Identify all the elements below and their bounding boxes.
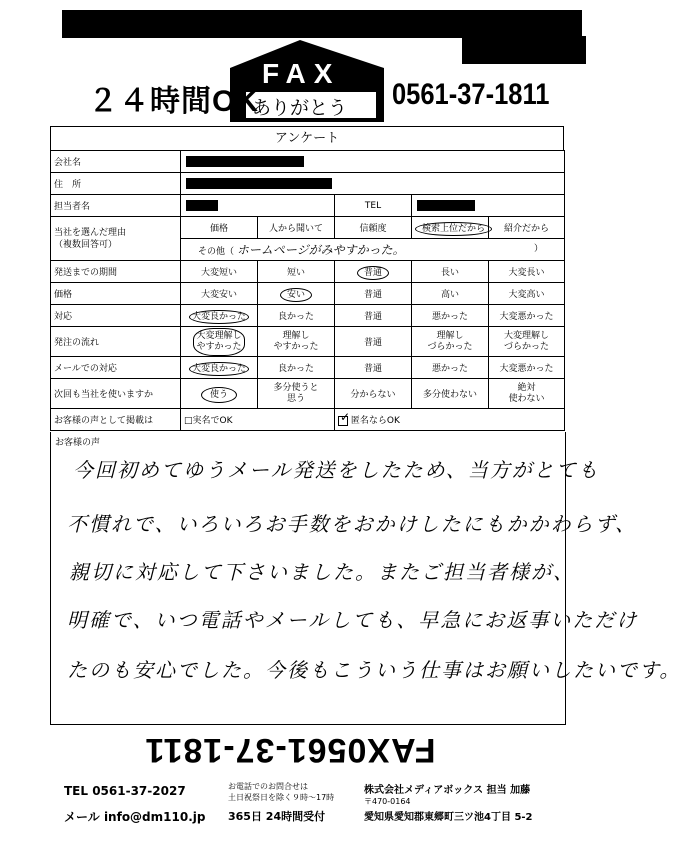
rating-option-circled: 安い xyxy=(280,288,312,302)
rating-option[interactable]: 大変高い xyxy=(489,283,565,305)
publish-opt2-cell[interactable] xyxy=(335,409,565,431)
tel-label: TEL xyxy=(335,195,412,217)
survey-title-text: アンケート xyxy=(274,131,340,146)
rating-option[interactable]: 普通 xyxy=(335,357,412,379)
hours-ok-text: ２４時間OK xyxy=(88,85,259,118)
rating-option[interactable]: 大変理解し づらかった xyxy=(489,327,565,357)
company-label: 会社名 xyxy=(51,151,181,173)
fax-number-mirrored: FAX0561-37-1811 xyxy=(144,731,436,769)
footer-company: 株式会社メディアボックス 担当 加藤 xyxy=(364,785,531,796)
tel-field[interactable] xyxy=(412,195,565,217)
footer-fax-hours: 365日 24時間受付 xyxy=(228,810,326,823)
row-person xyxy=(51,195,565,217)
fax-number: 0561-37-1811 xyxy=(392,78,550,111)
redacted-company xyxy=(186,156,304,167)
rating-option[interactable]: 絶対 使わない xyxy=(489,379,565,409)
publish-label: お客様の声として掲載は xyxy=(51,409,181,431)
reason-option[interactable]: 信頼度 xyxy=(335,217,412,239)
voice-line: 今回初めてゆうメール発送をしたため、当方がとても xyxy=(73,458,600,482)
rating-question: 価格 xyxy=(51,283,181,305)
rating-option-circled: 普通 xyxy=(357,266,389,280)
rating-question: メールでの対応 xyxy=(51,357,181,379)
rating-option[interactable]: 理解し やすかった xyxy=(258,327,335,357)
rating-row xyxy=(51,305,565,327)
rating-option[interactable]: 大変安い xyxy=(181,283,258,305)
rating-option[interactable]: 多分使うと 思う xyxy=(258,379,335,409)
rating-row xyxy=(51,357,565,379)
rating-option-circled: 使う xyxy=(201,387,237,403)
checkbox-checked-icon: ✓ xyxy=(340,409,351,424)
rating-option[interactable]: 普通 xyxy=(335,327,412,357)
footer-tel: TEL 0561-37-2027 xyxy=(64,784,186,798)
rating-option-selected[interactable] xyxy=(335,261,412,283)
survey-title xyxy=(50,126,564,151)
customer-voice-box[interactable] xyxy=(50,432,681,725)
row-company xyxy=(51,151,565,173)
row-reason xyxy=(51,217,565,239)
rating-option-selected[interactable] xyxy=(258,261,335,283)
rating-option[interactable]: 分からない xyxy=(335,379,412,409)
thanks-text: ありがとう xyxy=(252,97,348,119)
rating-option-selected[interactable] xyxy=(181,327,258,357)
rating-option-circled: 大変良かった xyxy=(189,310,249,324)
row-publish xyxy=(51,409,565,431)
publish-opt1[interactable]: □実名でOK xyxy=(181,409,335,431)
address-field[interactable] xyxy=(181,173,565,195)
rating-option[interactable]: 大変悪かった xyxy=(489,305,565,327)
rating-question: 対応 xyxy=(51,305,181,327)
redacted-address xyxy=(186,178,332,189)
reason-other-label: その他（ xyxy=(198,247,235,257)
rating-row xyxy=(51,261,565,283)
rating-option[interactable]: 大変悪かった xyxy=(489,357,565,379)
footer-mail[interactable]: メール info@dm110.jp xyxy=(64,810,206,824)
voice-line: 明確で、いつ電話やメールしても、早急にお返事いただけ xyxy=(67,608,639,632)
person-field[interactable] xyxy=(181,195,335,217)
reason-other-close: ） xyxy=(534,244,544,254)
rating-option[interactable]: 悪かった xyxy=(412,357,489,379)
rating-row xyxy=(51,327,565,357)
redacted-tel xyxy=(417,200,475,211)
reason-sub: （複数回答可） xyxy=(54,239,118,250)
rating-row xyxy=(51,379,565,409)
rating-option-circled: 大変理解し やすかった xyxy=(193,328,244,356)
rating-option-circled: 短い xyxy=(286,268,305,278)
reason-other-cell[interactable] xyxy=(181,239,565,261)
reason-label: 当社を選んだ理由 xyxy=(54,227,127,238)
survey-table xyxy=(50,150,565,431)
rating-option[interactable]: 高い xyxy=(412,283,489,305)
rating-option[interactable]: 普通 xyxy=(335,305,412,327)
address-label: 住 所 xyxy=(51,173,181,195)
footer-hours-note-1: お電話でのお問合せは xyxy=(228,782,308,791)
company-field[interactable] xyxy=(181,151,565,173)
rating-option-selected[interactable] xyxy=(181,305,258,327)
footer-address: 愛知県愛知郡東郷町三ツ池4丁目 5-2 xyxy=(364,812,533,823)
voice-line: 不慣れで、いろいろお手数をおかけしたにもかかわらず、 xyxy=(67,512,637,536)
rating-option[interactable]: 長い xyxy=(412,261,489,283)
rating-question: 発注の流れ xyxy=(51,327,181,357)
reason-label-cell xyxy=(51,217,181,261)
rating-option[interactable]: 大変短い xyxy=(181,261,258,283)
fax-label: FAX xyxy=(262,58,341,89)
redacted-person xyxy=(186,200,218,211)
row-address xyxy=(51,173,565,195)
reason-option-selected[interactable] xyxy=(412,217,489,239)
rating-row xyxy=(51,283,565,305)
rating-option[interactable]: 良かった xyxy=(258,305,335,327)
footer-hours-note-2: 土日祝祭日を除く９時～17時 xyxy=(228,793,335,802)
rating-option[interactable]: 悪かった xyxy=(412,305,489,327)
reason-option[interactable]: 価格 xyxy=(181,217,258,239)
voice-line: たのも安心でした。今後もこういう仕事はお願いしたいです。 xyxy=(67,658,681,682)
rating-question: 次回も当社を使いますか xyxy=(51,379,181,409)
rating-option-selected[interactable] xyxy=(258,283,335,305)
rating-option[interactable]: 理解し づらかった xyxy=(412,327,489,357)
rating-option[interactable]: 大変長い xyxy=(489,261,565,283)
rating-option-circled: 大変良かった xyxy=(189,362,249,376)
person-label: 担当者名 xyxy=(51,195,181,217)
footer-postal: 〒470-0164 xyxy=(364,797,411,806)
rating-option-selected[interactable] xyxy=(181,357,258,379)
reason-option[interactable]: 紹介だから xyxy=(489,217,565,239)
reason-option-circled: 検索上位だから xyxy=(415,222,492,236)
reason-other-value: ホームページがみやすかった。 xyxy=(236,243,405,257)
rating-option-selected[interactable] xyxy=(181,379,258,409)
rating-question: 発送までの期間 xyxy=(51,261,181,283)
publish-opt2: 匿名ならOK xyxy=(350,416,400,426)
voice-line: 親切に対応して下さいました。またご担当者様が、 xyxy=(69,560,575,584)
rating-option[interactable]: 良かった xyxy=(258,357,335,379)
customer-voice-label: お客様の声 xyxy=(55,438,101,448)
reason-option[interactable]: 人から聞いて xyxy=(258,217,335,239)
rating-option[interactable]: 多分使わない xyxy=(412,379,489,409)
rating-option[interactable]: 普通 xyxy=(335,283,412,305)
